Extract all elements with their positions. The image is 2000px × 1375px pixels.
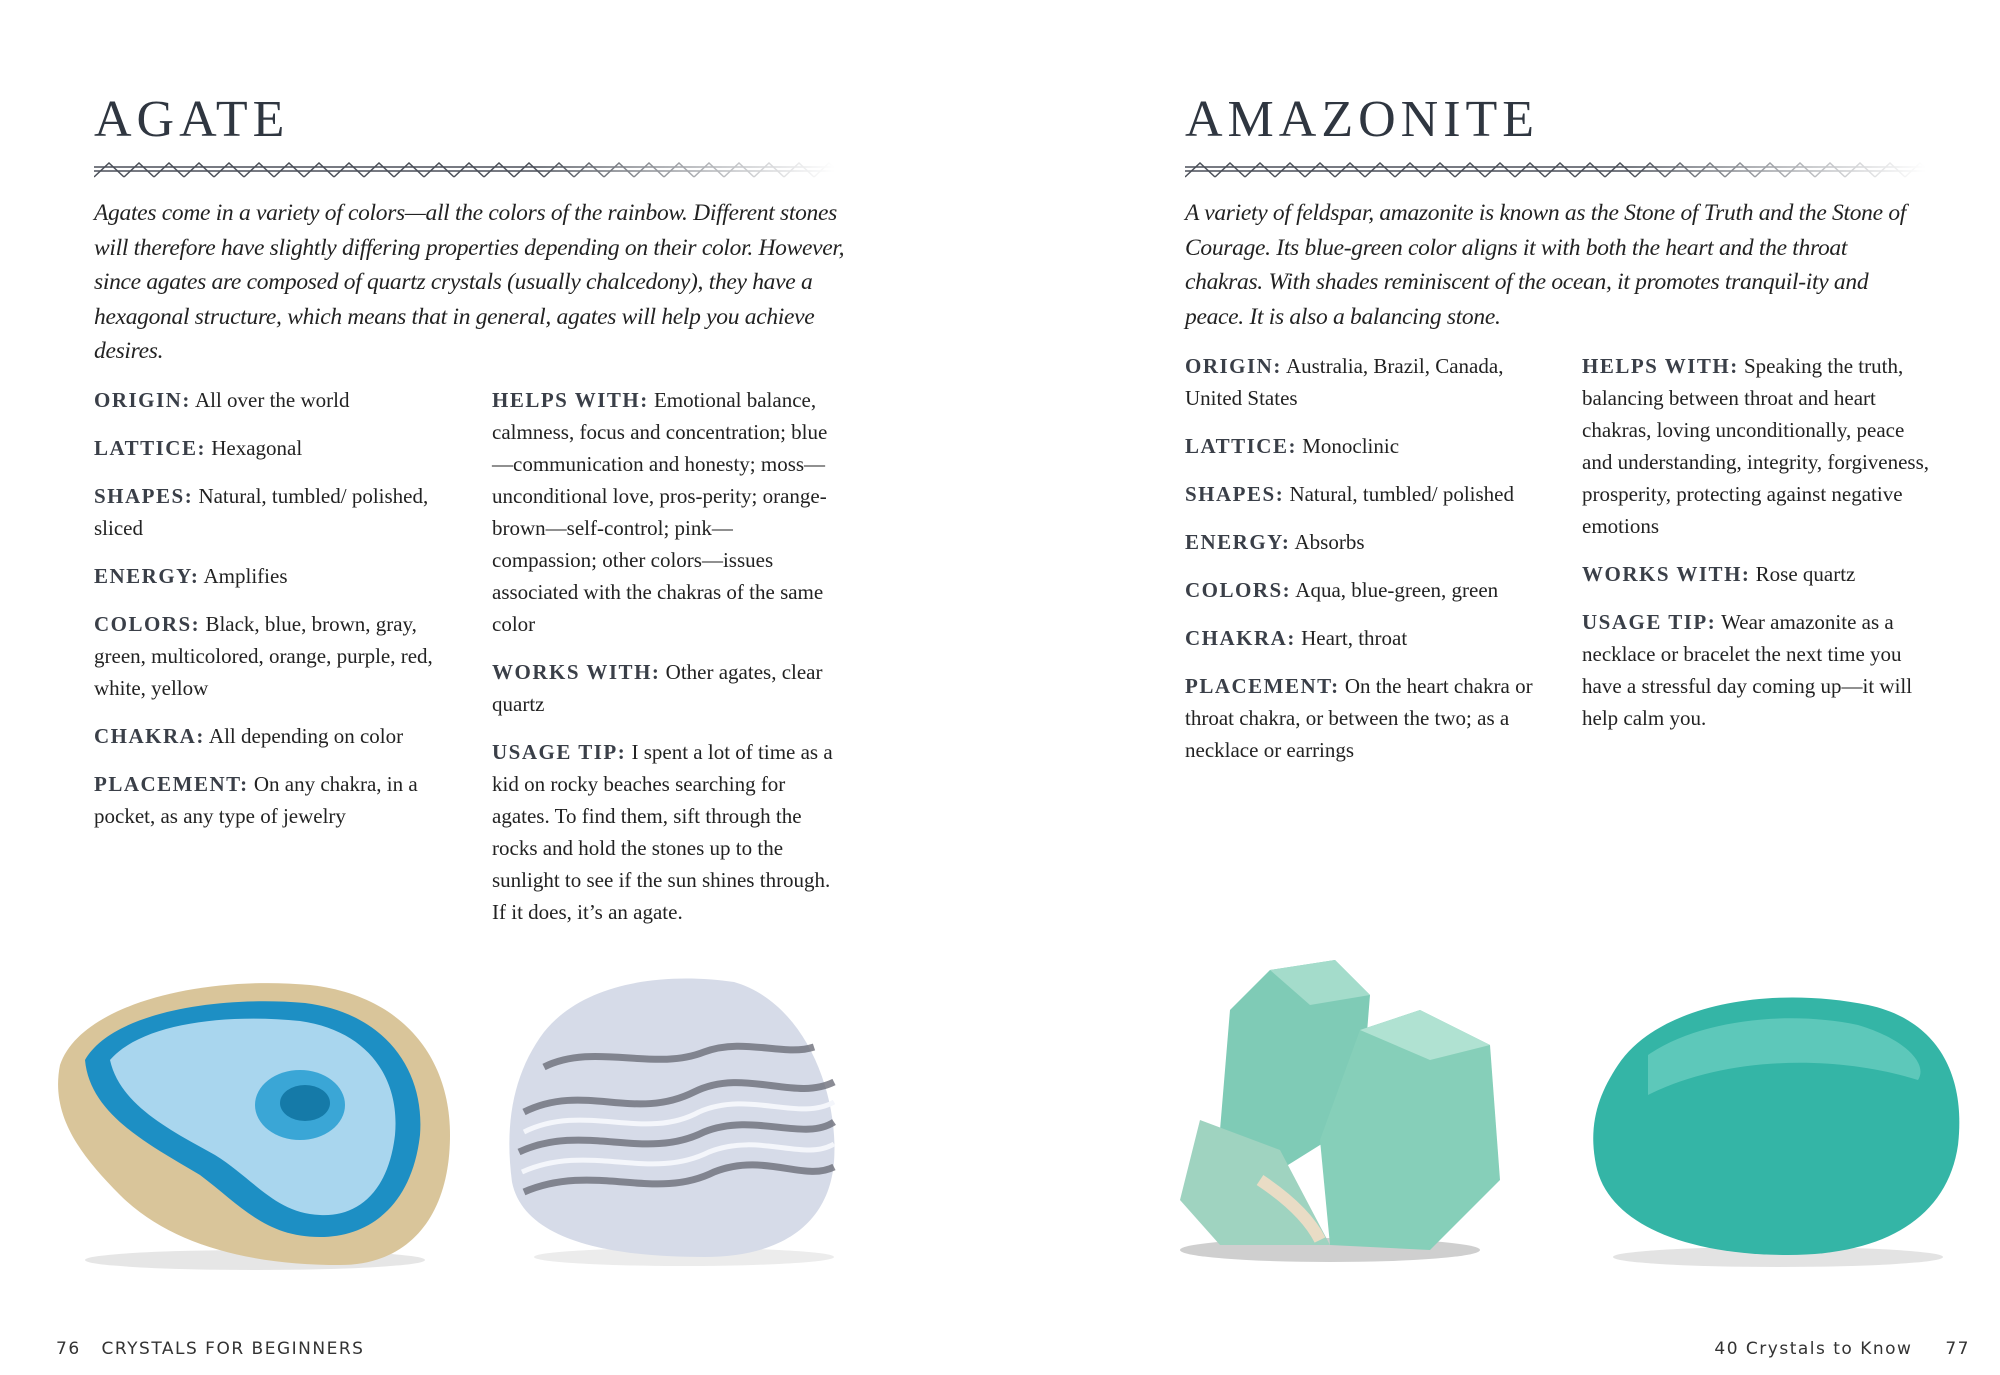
page-number: 76 — [56, 1339, 81, 1359]
property-label: ENERGY: — [94, 564, 200, 588]
property-value: On any chakra, in a pocket, as any type of jewelry — [94, 772, 418, 828]
amazonite-tumbled-image — [1588, 985, 1966, 1270]
amazonite-crystal-image — [1160, 950, 1550, 1270]
property-value: All depending on color — [208, 724, 404, 748]
property-value: Rose quartz — [1755, 562, 1856, 586]
property-energy — [94, 560, 439, 592]
property-label: CHAKRA: — [1185, 626, 1296, 650]
property-works-with — [1582, 558, 1932, 590]
property-label: WORKS WITH: — [1582, 562, 1751, 586]
property-label: USAGE TIP: — [1582, 610, 1717, 634]
property-label: LATTICE: — [94, 436, 206, 460]
footer-left — [56, 1339, 364, 1359]
property-value: Black, blue, brown, gray, green, multicolored, orange, purple, red, white, yellow — [94, 612, 433, 700]
property-chakra — [94, 720, 439, 752]
property-placement — [94, 768, 439, 832]
property-lattice — [1185, 430, 1535, 462]
property-value: Heart, throat — [1301, 626, 1408, 650]
property-label: PLACEMENT: — [1185, 674, 1340, 698]
property-value: Australia, Brazil, Canada, United States — [1185, 354, 1504, 410]
property-placement — [1185, 670, 1535, 766]
property-helps-with — [492, 384, 837, 640]
property-value: Other agates, clear quartz — [492, 660, 823, 716]
property-value: Hexagonal — [211, 436, 303, 460]
property-label: ORIGIN: — [1185, 354, 1282, 378]
agate-geode-image — [50, 975, 455, 1275]
property-shapes — [1185, 478, 1535, 510]
footer-right — [1714, 1339, 1970, 1359]
property-label: USAGE TIP: — [492, 740, 627, 764]
properties-column-1 — [1185, 350, 1535, 782]
properties-column-2 — [1582, 350, 1932, 750]
intro-text: A variety of feldspar, amazonite is known as the Stone of Truth and the Stone of Courage. Its blue-green color aligns it with both the heart and the throat chakras. With shades reminiscent of the ocean, it promotes tranquil-ity and peace. It is also a balancing stone. — [1185, 200, 1907, 330]
property-value: Aqua, blue-green, green — [1295, 578, 1499, 602]
property-value: Wear amazonite as a necklace or bracelet the next time you have a stressful day coming up—it will help calm you. — [1582, 610, 1913, 730]
property-label: PLACEMENT: — [94, 772, 249, 796]
property-label: SHAPES: — [94, 484, 194, 508]
property-value: Speaking the truth, balancing between throat and heart chakras, loving unconditionally, peace and understanding, integrity, forgiveness, prosperity, protecting against negative emotions — [1582, 354, 1930, 538]
property-label: ENERGY: — [1185, 530, 1291, 554]
property-colors — [1185, 574, 1535, 606]
property-chakra — [1185, 622, 1535, 654]
property-value: All over the world — [194, 388, 350, 412]
property-shapes — [94, 480, 439, 544]
property-label: LATTICE: — [1185, 434, 1297, 458]
chapter-title: 40 Crystals to Know — [1714, 1339, 1913, 1359]
property-label: SHAPES: — [1185, 482, 1285, 506]
blue-lace-agate-image — [504, 972, 844, 1267]
property-value: Amplifies — [203, 564, 288, 588]
property-label: ORIGIN: — [94, 388, 191, 412]
zigzag-divider — [1185, 160, 1925, 178]
property-value: Monoclinic — [1302, 434, 1400, 458]
property-label: COLORS: — [1185, 578, 1292, 602]
property-helps-with — [1582, 350, 1932, 542]
property-label: COLORS: — [94, 612, 201, 636]
property-label: CHAKRA: — [94, 724, 205, 748]
property-value: On the heart chakra or throat chakra, or between the two; as a necklace or earrings — [1185, 674, 1533, 762]
property-value: Absorbs — [1294, 530, 1365, 554]
property-works-with — [492, 656, 837, 720]
property-energy — [1185, 526, 1535, 558]
property-value: I spent a lot of time as a kid on rocky beaches searching for agates. To find them, sift through the rocks and hold the stones up to the sunlight to see if the sun shines through. If it does, it’s an agate. — [492, 740, 833, 924]
property-origin — [94, 384, 439, 416]
property-value: Natural, tumbled/ polished — [1289, 482, 1514, 506]
property-value: Natural, tumbled/ polished, sliced — [94, 484, 429, 540]
property-label: HELPS WITH: — [1582, 354, 1739, 378]
property-usage-tip — [492, 736, 837, 928]
property-origin — [1185, 350, 1535, 414]
properties-column-2 — [492, 384, 837, 944]
property-label: HELPS WITH: — [492, 388, 649, 412]
property-colors — [94, 608, 439, 704]
property-lattice — [94, 432, 439, 464]
property-label: WORKS WITH: — [492, 660, 661, 684]
book-title: CRYSTALS FOR BEGINNERS — [101, 1339, 365, 1359]
zigzag-divider — [94, 160, 834, 178]
page-title-amazonite: AMAZONITE — [1185, 91, 1540, 148]
page-number: 77 — [1945, 1339, 1970, 1359]
properties-column-1 — [94, 384, 439, 848]
intro-text: Agates come in a variety of colors—all the colors of the rainbow. Different stones will therefore have slightly differing properties depending on their color. However, since agates are composed of quartz crystals (usually chalcedony), they have a hexagonal structure, which means that in general, agates will help you achieve desires. — [94, 200, 845, 364]
property-value: Emotional balance, calmness, focus and concentration; blue—communication and honesty; moss—unconditional love, pros-perity; orange-brown—self-control; pink—compassion; other colors—issues associated with the chakras of the same color — [492, 388, 828, 636]
property-usage-tip — [1582, 606, 1932, 734]
page-title-agate: AGATE — [94, 91, 290, 148]
